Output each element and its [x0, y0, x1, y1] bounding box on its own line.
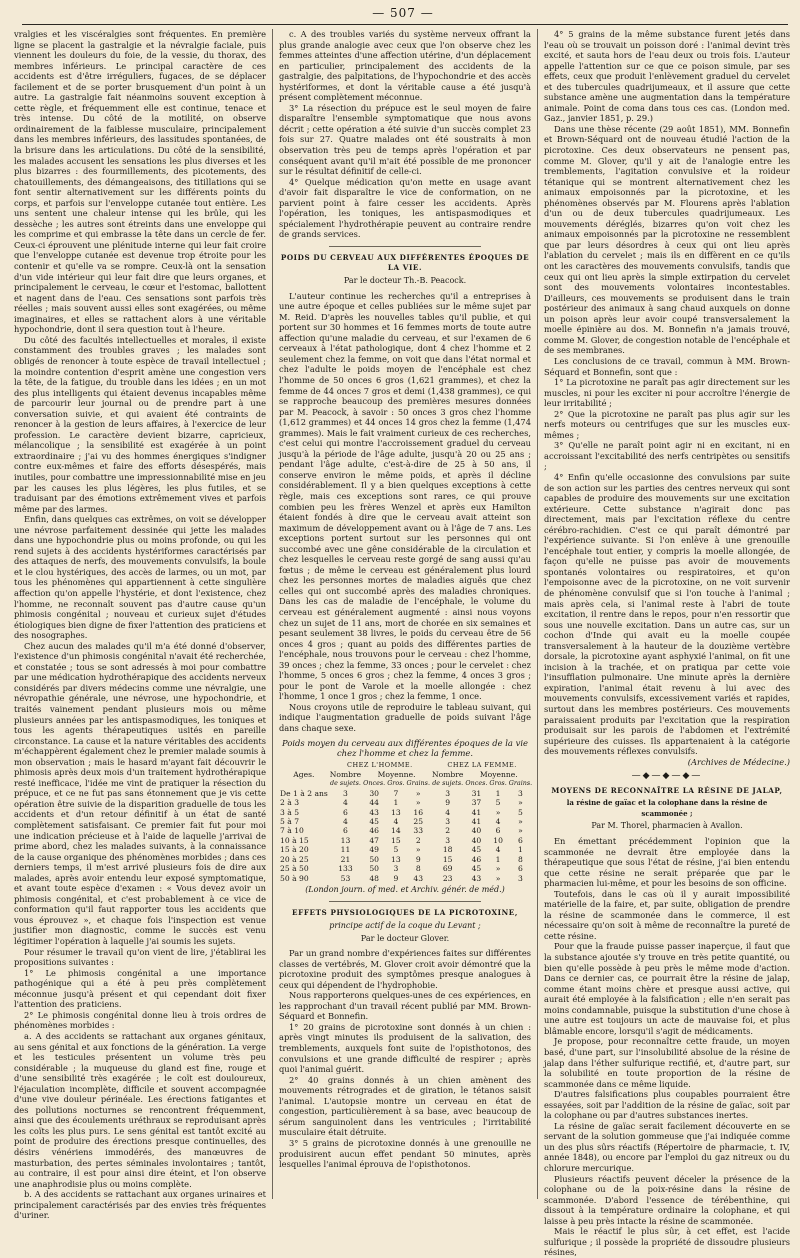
table-cell: » — [415, 788, 421, 798]
paragraph: Toutefois, dans le cas où il y aurait impossibilité matérielle de la faire, et, par suite, obligation de prendre la résine de scammonée dans le commerce, il est nécessaire qu'on soit à même de reconnaître la pureté de cette résine. — [544, 888, 790, 941]
paragraph: D'autres falsifications plus coupables pourraient être essayées, soit par l'addition de la résine de gaïac, soit par la colophane ou par d'autres substances inertes. — [544, 1089, 790, 1121]
age-from: 15 à — [280, 845, 297, 855]
table-cell: 50 — [369, 854, 380, 864]
table-cell: » — [518, 826, 523, 836]
table-row — [279, 798, 533, 807]
age-from: 2 à — [280, 798, 292, 808]
paragraph: La résine de gaïac serait facilement découverte en se servant de la solution gommeuse que j'ai indiquée comme un des plus sûrs réactifs (Répertoire de pharmacie, t. IV, année 1848), ou encore par l'emploi du gaz nitreux ou du chlorure mercurique. — [544, 1120, 790, 1173]
age-cell — [279, 864, 329, 873]
table-cell: 15 — [391, 835, 401, 845]
sujets-subheader: de sujets. — [329, 779, 361, 788]
age-from: 5 à — [280, 817, 292, 827]
table-row — [279, 836, 533, 845]
table-cell: 45 — [471, 864, 482, 874]
age-from: 3 à — [280, 807, 292, 817]
article-title: MOYENS DE RECONNAÎTRE LA RÉSINE DE JALAP, — [551, 785, 783, 795]
table-cell: 6 — [518, 864, 523, 874]
article-source: (Archives de Médecine.) — [687, 756, 790, 767]
age-cell — [279, 789, 329, 798]
table-cell: 4 — [343, 817, 348, 827]
paragraph: Nous rapporterons quelques-unes de ces expériences, en les rapprochant d'un travail récent publié par MM. Brown-Séquard et Bonnefin. — [279, 990, 531, 1022]
table-cell: 43 — [413, 873, 424, 883]
table-cell: 6 — [343, 826, 348, 836]
article-title: POIDS DU CERVEAU AUX DIFFÉRENTES ÉPOQUES DE LA VIE. — [280, 252, 530, 273]
unit-gros: Gros. — [387, 779, 405, 788]
table-cell: 133 — [338, 864, 353, 874]
paragraph: L'auteur continue les recherches qu'il a entreprises à une autre époque et celles publiées sur le même sujet par M. Reid. D'après les nouvelles tables qu'il publie, et qui portent sur 30 hommes et 16 femmes morts de toute autre affection qu'une maladie du cerveau, et sur l'examen de 6 cerveaux à l'état pathologique, dont 4 chez l'homme et 2 seulement chez la femme, on voit que dans l'état normal et chez l'adulte le poids moyen de l'encéphale est chez l'homme de 50 onces 6 gros (1,621 grammes), et chez la femme de 44 onces 7 gros et demi (1,438 grammes), ce qui se rapproche beaucoup des premières mesures données par M. Peacock, à savoir : 50 onces 3 gros chez l'homme (1,612 grammes) et 44 onces 14 gros chez la femme (1,474 grammes). Mais le fait vraiment curieux de ces recherches, c'est celui qui montre l'accroissement graduel du cerveau jusqu'à la période de l'âge adulte, jusqu'à 20 ou 25 ans ; pendant l'âge adulte, c'est-à-dire de 25 à 50 ans, il conserve environ le même poids, et après il décline considérablement. Il y a bien quelques exceptions à cette règle, mais ces exceptions sont rares, ce qui prouve combien peu les frères Wenzel et après eux Hamilton étaient fondés à dire que le cerveau avait atteint son maximum de développement avant ou à l'âge de 7 ans. Les exceptions portent surtout sur les personnes qui ont succombé avec une gêne considérable de la circulation et chez lesquelles le cerveau reste gorgé de sang aussi qu'au fœtus ; de même le cerveau est généralement plus lourd chez les personnes mortes de maladies aiguës que chez celles qui ont succombé après des maladies chroniques. Dans les cas de maladie de l'encéphale, le volume du cerveau est généralement augmenté : ainsi nous voyons chez un sujet de 11 ans, mort de chorée en six semaines et pesant seulement 38 livres, le poids du cerveau être de 56 onces 4 gros ; quant au poids des différentes parties de l'encéphale, nous trouvons pour le cerveau : chez l'homme, 39 onces ; chez la femme, 33 onces ; pour le cervelet : chez l'homme, 5 onces 6 gros ; chez la femme, 4 onces 3 gros ; pour le pont de Varole et la moelle allongée : chez l'homme, 1 once 1 gros ; chez la femme, 1 once. — [279, 290, 531, 702]
table-unit-header — [279, 779, 533, 788]
table-cell: 45 — [369, 817, 380, 827]
table-cell: 33 — [413, 826, 424, 836]
paragraph: vralgies et les viscéralgies sont fréquentes. En première ligne se placent la gastralgie et la névralgie faciale, puis viennent les douleurs du foie, de la vessie, du thorax, des membres inférieurs. Le principal caractère de ces accidents est d'être irréguliers, fugaces, de se déplacer facilement et de se porter brusquement d'un point à un autre. La gastralgie fait néanmoins souvent exception à cette règle, et fréquemment elle est continue, tenace et très intense. Du côté de la motilité, on observe ordinairement de la faiblesse musculaire, principalement dans les membres inférieurs, des lassitudes spontanées, de la brisure dans les articulations. Du côté de la sensibilité, les malades accusent les sensations les plus diverses et les plus bizarres : des fourmillements, des picotements, des chatouillements, des démangeaisons, des titillations qui se font sentir alternativement sur les différents points du corps, et parfois sur l'enveloppe cutanée tout entière. Les uns sentent une chaleur intense qui les brûle, qui les dessèche ; les autres sont étreints dans une enveloppe qui les comprime et qui embrasse la tête dans un cercle de fer. Ceux-ci éprouvent une plénitude interne qui leur fait croire que l'enveloppe cutanée est devenue trop étroite pour les contenir et qu'elle va se rompre. Ceux-là ont la sensation d'un vide intérieur qui leur fait dire que leurs organes, et principalement le cerveau, le cœur et l'estomac, ballottent et nagent dans de l'eau. Ces sensations sont parfois très réelles ; mais souvent aussi elles sont exagérées, ou même imaginaires, et elles se rattachent alors à une véritable hypochondrie, dont il sera question tout à l'heure. — [14, 29, 266, 335]
table-row — [279, 845, 533, 854]
article-byline: Par M. Thorel, pharmacien à Avallon. — [591, 821, 743, 831]
brain-weight-table — [279, 761, 533, 883]
table-cell: 16 — [413, 807, 424, 817]
table-cell: 49 — [369, 845, 380, 855]
paragraph: Dans une thèse récente (29 août 1851), MM. Bonnefin et Brown-Séquard ont de nouveau étudié l'action de la picrotoxine. Ces deux observateurs ne pensent pas, comme M. Glover, qu'il y ait de l'analogie entre les tremblements, l'agitation convulsive et la roideur tétanique qui se montrent alternativement chez les animaux empoisonnés par la picrotoxine, et les phénomènes observés par M. Flourens après l'ablation d'un ou de deux tubercules quadrijumeaux. Les mouvements déréglés, bizarres qu'on voit chez les animaux empoisonnés par la picrotoxine ne ressemblent que par leurs désordres à ceux qui ont lieu après l'ablation du cervelet ; mais ils en diffèrent en ce qu'ils ont les caractères des mouvements convulsifs, tandis que ceux qui ont lieu après la simple extirpation du cervelet sont des mouvements volontaires incontestables. D'ailleurs, ces mouvements se produisent dans le train postérieur des animaux à sang chaud auxquels on donne un poison après leur avoir coupé transversalement la moelle épinière au dos. M. Bonnefin n'a jamais trouvé, comme M. Glover, de congestion notable de l'encéphale et de ses membranes. — [544, 123, 790, 356]
paragraph: Pour que la fraude puisse passer inaperçue, il faut que la substance ajoutée s'y trouve en très petite quantité, ou bien qu'elle possède à peu près le même mode d'action. Dans ce dernier cas, ce pourrait être la résine de jalap, comme étant moins chère et presque aussi active, qui aurait été employée à la falsification ; elle n'en serait pas moins condamnable, puisque la substitution d'une chose à une autre est toujours un acte de mauvaise foi, et plus blâmable encore, lorsqu'il s'agit de médicaments. — [544, 941, 790, 1036]
group-men-header: CHEZ L'HOMME. — [347, 760, 413, 769]
unit-onces: Onces. — [465, 779, 488, 788]
table-cell: 3 — [445, 788, 451, 798]
sujets-subheader: de sujets. — [432, 779, 464, 788]
paragraph: En émettant précédemment l'opinion que la scammonée ne devrait être employée dans la thérapeutique que sous l'état de résine, j'ai bien entendu que cette résine ne serait préparée que par le pharmacien lui-même, et pour les besoins de son officine. — [544, 836, 790, 889]
age-cell — [279, 798, 329, 807]
table-cell: 2 — [415, 835, 421, 845]
paragraph: c. A des troubles variés du système nerveux offrant la plus grande analogie avec ceux que l'on observe chez les femmes atteintes d'une affection utérine, d'un déplacement en particulier, principalement des accidents de la gastralgie, des palpitations, de l'hypochondrie et des accès hystériformes, et dont la véritable cause a été jusqu'à présent complètement méconnue. — [279, 29, 531, 103]
article-subtitle: la résine de gaïac et la colophane dans la résine de scammonée ; — [566, 798, 768, 818]
paragraph: Les conclusions de ce travail, commun à MM. Brown-Séquard et Bonnefin, sont que : — [544, 355, 790, 377]
table-cell: 40 — [471, 826, 482, 836]
table-body — [279, 789, 533, 883]
paragraph: 4° 5 grains de la même substance furent jetés dans l'eau où se trouvait un poisson doré : l'animal devint très excité, et sauta hors de l'eau deux ou trois fois. L'auteur appelle l'attention sur ce que ce poison simule, par ses effets, ceux que produit l'enlèvement graduel du cervelet et des tubercules quadrijumeaux, et il assure que cette substance amène une augmentation dans la température animale. Point de coma dans tous ces cas. (London med. Gaz., janvier 1851, p. 29.) — [544, 29, 790, 124]
table-cell: 9 — [445, 798, 451, 808]
paragraph: Pour résumer le travail qu'on vient de lire, j'établirai les propositions suivantes : — [14, 946, 266, 968]
paragraph: Enfin, dans quelques cas extrêmes, on voit se développer une névrose parfaitement dessinée qui jette les malades dans une hypochondrie plus ou moins profonde, ou qui les rend sujets à des accidents hystériformes caractérisés par des attaques de nerfs, des mouvements convulsifs, la boule et le clou hystériques, des accès de larmes, ou un mot, par tous les phénomènes qui appartiennent à cette singulière affection qu'on appelle l'hystérie, et dont l'existence, chez l'homme, ne reconnaît souvent pas d'autre cause qu'un phimosis congénital ; nouveau et curieux sujet d'études étiologiques bien digne de fixer l'attention des praticiens et des nosographes. — [14, 514, 266, 641]
age-cell — [279, 874, 329, 883]
table-cell: 47 — [369, 835, 380, 845]
table-cell: 46 — [369, 826, 380, 836]
table-cell: 1 — [495, 854, 501, 864]
paragraph: Je propose, pour reconnaître cette fraude, un moyen basé, d'une part, sur l'insolubilité absolue de la résine de jalap dans l'éther sulfurique rectifié, et, d'autre part, sur la solubilité en toute proportion de la résine de scammonée dans ce même liquide. — [544, 1036, 790, 1089]
table-source: (London journ. of med. et Archiv. génér. de méd.) — [305, 884, 505, 894]
age-to: 90 — [299, 873, 309, 883]
paragraph: 4° Quelque médication qu'on mette en usage avant d'avoir fait disparaître le vice de conformation, on ne parvient point à faire cesser les accidents. Après l'opération, les toniques, les antispasmodiques et spécialement l'hydrothérapie peuvent au contraire rendre de grands services. — [279, 176, 531, 240]
table-cell: 18 — [442, 845, 453, 855]
table-cell: 6 — [495, 826, 501, 836]
moyenne-header: Moyenne. — [479, 770, 518, 780]
table-cell: 23 — [442, 873, 453, 883]
paragraph: 4° Enfin qu'elle occasionne des convulsions par suite de son action sur les parties des centres nerveux qui sont capables de produire des mouvements sur une excitation extérieure. Cette substance n'agirait donc pas directement, mais par l'excitation réflexe du centre cérébro-rachidien. C'est ce qui paraît démontré par l'expérience suivante. Si l'on enlève à une grenouille l'encéphale tout entier, y compris la moelle allongée, de façon qu'elle ne puisse pas avoir de mouvements spontanés volontaires ou respiratoires, et qu'on l'empoisonne avec de la picrotoxine, on ne voit survenir de phénomène convulsif que si l'on touche à l'animal ; mais après cela, si l'animal reste à l'abri de toute excitation, il rentre dans le repos, pour n'en ressortir que sous une nouvelle excitation. Dans un autre cas, sur un cochon d'Inde qui avait eu la moelle coupée transversalement à la hauteur de la douzième vertèbre dorsale, la picrotoxine ayant asphyxié l'animal, on fit une incision à la trachée, et on pratiqua par cette voie l'insufflation pulmonaire. Une minute après la dernière expiration, l'animal était revenu à lui avec des mouvements convulsifs, excessivement variés et rapides, surtout dans les membres postérieurs. Ces mouvements paraissaient produits par l'excitation que la respiration produisait sur les parois de l'abdomen et l'extrémité supérieure des cuisses. Ils appartenaient à la catégorie des mouvements réflexes convulsifs. — [544, 471, 790, 757]
table-cell: » — [495, 864, 501, 874]
table-cell: 46 — [471, 854, 482, 864]
table-cell: 7 — [393, 788, 399, 798]
age-from: De 1 à — [280, 788, 305, 798]
age-to: 3 — [294, 798, 300, 808]
age-header: Ages. — [293, 770, 315, 780]
group-women-header: CHEZ LA FEMME. — [447, 760, 517, 769]
paragraph: 3° La résection du prépuce est le seul moyen de faire disparaître l'ensemble symptomatique que nous avons décrit ; cette opération a été suivie d'un succès complet 23 fois sur 27. Quatre malades ont été soustraits à mon observation très peu de temps après l'opération et par conséquent avant qu'il m'ait été possible de me prononcer sur le résultat définitif de celle-ci. — [279, 102, 531, 177]
table-cell: 1 — [518, 845, 523, 855]
table-cell: 10 — [493, 835, 503, 845]
table-cell: » — [518, 817, 523, 827]
column-1 — [14, 29, 272, 1221]
table-row — [279, 789, 533, 798]
header-rule — [22, 24, 788, 25]
table-cell: 4 — [343, 798, 348, 808]
age-cell — [279, 808, 329, 817]
table-cell: 21 — [340, 854, 351, 864]
age-to: 5 — [294, 807, 300, 817]
table-cell: 13 — [391, 854, 401, 864]
table-cell: » — [495, 873, 501, 883]
article-subtitle: principe actif de la coque du Levant ; — [329, 921, 481, 931]
age-from: 20 à — [280, 854, 297, 864]
table-cell: 8 — [518, 854, 523, 864]
age-cell — [279, 817, 329, 826]
table-cell: 50 — [369, 864, 380, 874]
table-cell: 37 — [471, 798, 482, 808]
unit-gros: Gros. — [489, 779, 507, 788]
paragraph: 2° Que la picrotoxine ne paraît pas plus agir sur les nerfs moteurs ou centrifuges que sur les muscles eux-mêmes ; — [544, 408, 790, 440]
article-byline: Par le docteur Glover. — [360, 933, 450, 943]
column-3 — [538, 29, 790, 1258]
table-cell: 30 — [369, 788, 380, 798]
columns — [14, 29, 792, 1258]
paragraph: a. A des accidents se rattachant aux organes génitaux, au sens génital et aux fonctions de la génération. La verge et les testicules présentent un volume très peu considérable ; la muqueuse du gland est fine, rouge et d'une sensibilité très exagérée ; le coït est douloureux, l'éjaculation incomplète, difficile et souvent accompagnée d'une vive douleur périnéale. Les érections fatigantes et des pollutions nocturnes se rencontrent fréquemment, ainsi que des écoulements uréthraux se reproduisant après les coïts les plus purs. Le sens génital est tantôt excité au point de produire des érections presque continuelles, des désirs vénériens immodérés, des manœuvres de masturbation, des pertes séminales involontaires ; tantôt, au contraire, il est pour ainsi dire éteint, et l'on observe une anaphrodisie plus ou moins complète. — [14, 1030, 266, 1189]
paragraph: Nous croyons utile de reproduire le tableau suivant, qui indique l'augmentation graduelle de poids suivant l'âge dans chaque sexe. — [279, 701, 531, 733]
article-title: EFFETS PHYSIOLOGIQUES DE LA PICROTOXINE, — [292, 908, 518, 918]
table-cell: » — [415, 798, 421, 808]
table-cell: 41 — [471, 817, 482, 827]
table-cell: 5 — [495, 798, 501, 808]
table-cell: 43 — [369, 807, 380, 817]
table-cell: 69 — [442, 864, 453, 874]
table-cell: 1 — [393, 798, 399, 808]
table-cell: 41 — [471, 807, 482, 817]
age-cell — [279, 855, 329, 864]
ornament-divider: —◆—◆—◆— — [631, 771, 703, 782]
table-cell: 13 — [391, 807, 401, 817]
paragraph: Du côté des facultés intellectuelles et morales, il existe constamment des troubles graves ; les malades sont obligés de renoncer à toute espèce de travail intellectuel ; la moindre contention d'esprit amène une congestion vers la tête, de la fatigue, du trouble dans les idées ; en un mot des plus intelligents qui étaient devenus incapables même de parcourir leur journal ou de prendre part à une conversation suivie, et qui avaient été contraints de renoncer à la gestion de leurs affaires, à l'exercice de leur profession. Le caractère devient bizarre, capricieux, mélancolique ; la sensibilité est exagérée à un point extraordinaire ; j'ai vu des hommes énergiques s'indigner contre eux-mêmes et faire des efforts désespérés, mais inutiles, pour combattre une impressionnabilité mise en jeu par les causes les plus légères, les plus futiles, et se traduisant par des émotions extrêmement vives et parfois même par des larmes. — [14, 334, 266, 514]
paragraph: 3° Qu'elle ne paraît point agir ni en excitant, ni en accroissant l'excitabilité des nerfs centripètes ou sensitifs ; — [544, 440, 790, 472]
table-cell: 3 — [445, 835, 451, 845]
age-from: 10 à — [280, 835, 297, 845]
table-cell: » — [495, 807, 501, 817]
unit-grains: Grains. — [508, 779, 533, 788]
table-cell: 5 — [393, 845, 399, 855]
table-cell: 2 — [445, 826, 451, 836]
paragraph: Par un grand nombre d'expériences faites sur différentes classes de vertébrés, M. Glover croit avoir démontré que la picrotoxine produit des symptômes presque analogues à ceux qui dépendent de l'hydrophobie. — [279, 948, 531, 990]
table-cell — [279, 779, 329, 788]
table-cell: 6 — [518, 835, 523, 845]
table-cell: 45 — [471, 845, 482, 855]
table-cell: 4 — [393, 817, 399, 827]
table-cell: 43 — [471, 873, 482, 883]
paragraph: 1° 20 grains de picrotoxine sont donnés à un chien : après vingt minutes ils produisent de la salivation, des tremblements, auxquels font suite de l'opisthotonos, des convulsions et une grande difficulté de respirer ; après quoi l'animal guérit. — [279, 1021, 531, 1075]
column-2 — [272, 29, 538, 1199]
paragraph: b. A des accidents se rattachant aux organes urinaires et principalement caractérisés par des envies très fréquentes d'uriner. — [14, 1189, 266, 1221]
table-row — [279, 855, 533, 864]
table-column-header — [279, 770, 533, 779]
table-cell: 25 — [413, 817, 424, 827]
age-to: 50 — [299, 864, 309, 874]
table-cell: 13 — [340, 835, 351, 845]
table-cell: 11 — [340, 845, 351, 855]
table-cell: 40 — [471, 835, 482, 845]
table-cell: 44 — [369, 798, 380, 808]
nombre-header: Nombre — [329, 770, 362, 780]
table-cell: 4 — [445, 807, 451, 817]
table-cell: 9 — [415, 854, 421, 864]
table-cell: 3 — [518, 788, 523, 798]
table-cell: 6 — [343, 807, 348, 817]
age-to: 20 — [299, 845, 309, 855]
age-to: 7 — [294, 817, 300, 827]
paragraph: Mais le réactif le plus sûr, à cet effet, est l'acide sulfurique ; il possède la propriété de dissoudre plusieurs résines, — [544, 1226, 790, 1258]
age-to: 2 ans — [307, 788, 328, 798]
table-cell: » — [518, 798, 523, 808]
paragraph: 3° 5 grains de picrotoxine donnés à une grenouille ne produisirent aucun effet pendant 50 minutes, après lesquelles l'animal éprouva de l'opisthotonos. — [279, 1137, 531, 1170]
page-number: — 507 — — [372, 6, 434, 20]
table-cell: 4 — [495, 817, 501, 827]
table-cell: 53 — [340, 873, 351, 883]
paragraph: 1° La picrotoxine ne paraît pas agir directement sur les muscles, ni pour les exciter ni pour accroître l'énergie de leur irritabilité ; — [544, 377, 790, 409]
age-cell — [279, 845, 329, 854]
paragraph: 2° Le phimosis congénital donne lieu à trois ordres de phénomènes morbides : — [14, 1009, 266, 1031]
section-divider — [329, 901, 480, 902]
age-from: 7 à — [280, 826, 292, 836]
paragraph: Plusieurs réactifs peuvent déceler la présence de la colophane ou de la poix-résine dans la résine de scammonée. D'abord l'essence de térébenthine, qui dissout à la température ordinaire la colophane, et qui laisse à peu près intacte la résine de scammonée. — [544, 1173, 790, 1226]
table-cell: 5 — [518, 807, 523, 817]
age-to: 25 — [299, 854, 309, 864]
table-cell: 4 — [495, 845, 501, 855]
table-row — [279, 826, 533, 835]
table-group-header — [279, 761, 533, 770]
table-cell — [279, 761, 329, 770]
table-cell: 48 — [369, 873, 380, 883]
table-cell: » — [415, 845, 421, 855]
moyenne-header: Moyenne. — [377, 770, 416, 780]
table-cell: 31 — [471, 788, 482, 798]
age-cell — [279, 826, 329, 835]
section-divider — [329, 246, 480, 247]
table-cell: 3 — [343, 788, 348, 798]
age-from: 50 à — [280, 873, 297, 883]
article-byline: Par le docteur Th.-B. Peacock. — [343, 276, 467, 286]
table-cell: 3 — [518, 873, 523, 883]
table-row — [279, 874, 533, 883]
table-row — [279, 864, 533, 873]
table-cell: 1 — [495, 788, 501, 798]
paragraph: 1° Le phimosis congénital a une importance pathogénique qui a été à peu près complètement méconnue jusqu'à présent et qui cependant doit fixer l'attention des praticiens. — [14, 967, 266, 1010]
unit-grains: Grains. — [406, 779, 430, 788]
table-cell: 8 — [415, 864, 421, 874]
age-to: 15 — [299, 835, 309, 845]
age-to: 10 — [294, 826, 304, 836]
paragraph: 2° 40 grains donnés à un chien amènent des mouvements rétrogrades et de giration, le tétanos saisit l'animal. L'autopsie montre un cerveau en état de congestion, particulièrement à sa base, avec beaucoup de sérum sanguinolent dans les ventricules ; l'irritabilité musculaire était détruite. — [279, 1074, 531, 1138]
table-title: Poids moyen du cerveau aux différentes époques de la vie chez l'homme et chez la femme. — [282, 737, 528, 759]
age-from: 25 à — [280, 864, 297, 874]
table-cell: 14 — [391, 826, 401, 836]
table-cell: 3 — [445, 817, 451, 827]
age-cell — [279, 836, 329, 845]
table-row — [279, 808, 533, 817]
table-cell: 9 — [393, 873, 399, 883]
paragraph: Chez aucun des malades qu'il m'a été donné d'observer, l'existence d'un phimosis congénital n'avait été recherchée, et constatée ; tous se sont adressés à moi pour combattre par une médication hydrothérapique des accidents nerveux considérés par divers médecins comme une névralgie, une névropathie générale, une névrose, une hypochondrie, et traités vainement pendant plusieurs mois ou même plusieurs années par les antispasmodiques, les toniques et tous les agents thérapeutiques usités en pareille circonstance. La cause et la nature véritables des accidents m'échappèrent également chez le premier malade soumis à mon observation ; mais le hasard m'ayant fait découvrir le phimosis après deux mois d'un traitement hydrothérapique resté inefficace, l'idée me vint de pratiquer la résection du prépuce, et ce ne fut pas sans étonnement que je vis cette opération être suivie de la disparition graduelle de tous les accidents et d'un retour définitif à un état de santé complètement satisfaisant. Ce premier fait fut pour moi une indication précieuse et à l'aide de laquelle j'arrivai de prime abord, chez les malades suivants, à la connaissance de la cause organique des phénomènes morbides ; dans ces derniers temps, il m'est arrivé plusieurs fois de dire aux malades, après avoir entendu leur exposé symptomatique, et avant toute espèce d'examen : « Vous devez avoir un phimosis congénital, et c'est probablement à ce vice de conformation qu'il faut rapporter tous les accidents que vous éprouvez », et chaque fois l'inspection est venue justifier mon diagnostic, comme le succès est venu légitimer l'opération à laquelle j'ai soumis les sujets. — [14, 640, 266, 947]
table-cell: 15 — [442, 854, 453, 864]
unit-onces: Onces. — [363, 779, 386, 788]
table-cell: 3 — [393, 864, 399, 874]
nombre-header: Nombre — [431, 770, 464, 780]
table-row — [279, 817, 533, 826]
